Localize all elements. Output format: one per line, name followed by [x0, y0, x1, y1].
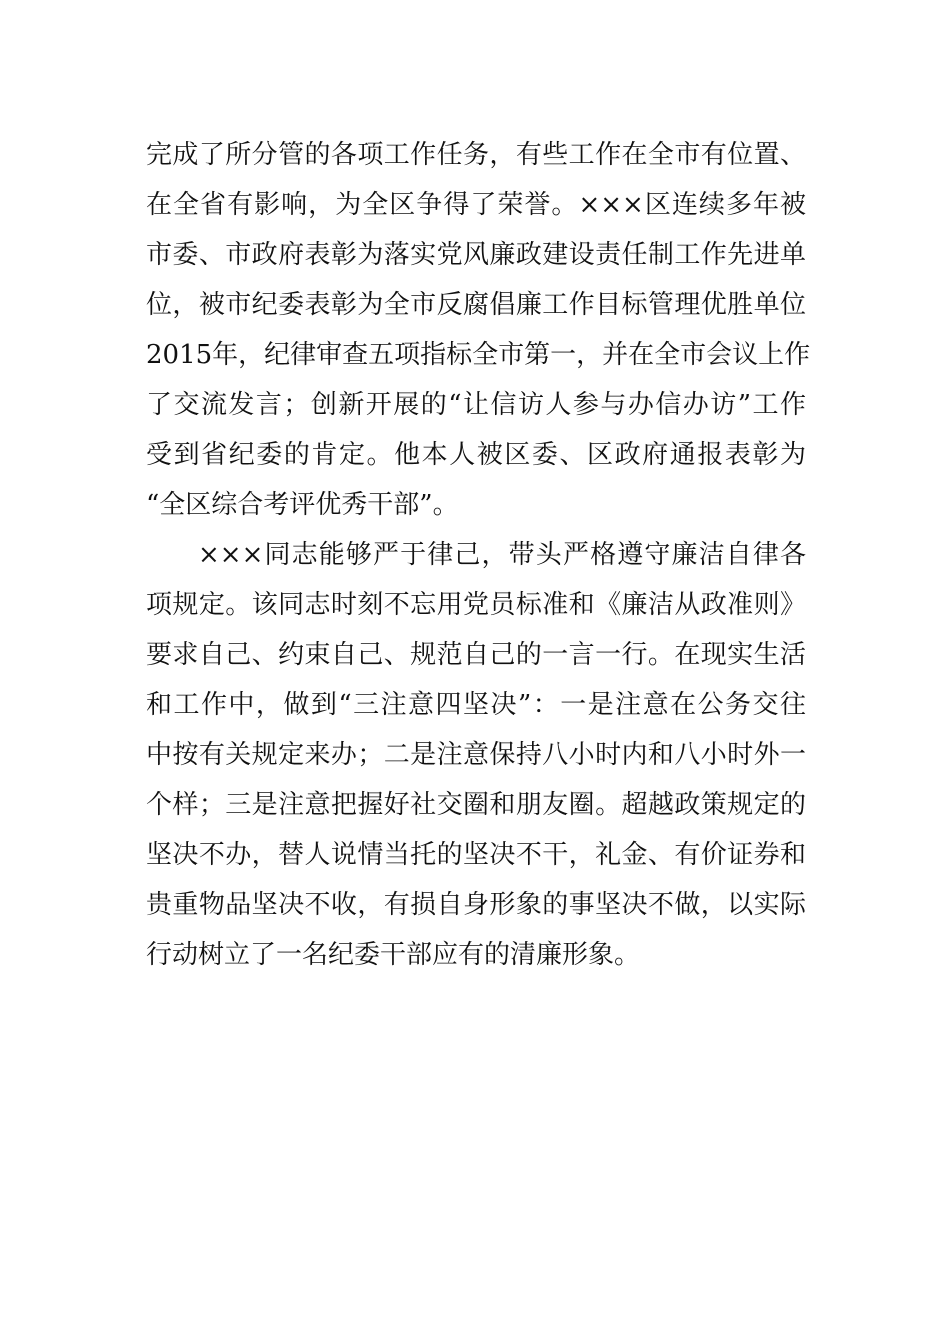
text-line: 要求自己、约束自己、规范自己的一言一行。在现实生活 — [146, 640, 806, 670]
text-line: 个样；三是注意把握好社交圈和朋友圈。超越政策规定的 — [146, 790, 806, 820]
text-line: “全区综合考评优秀干部”。 — [146, 490, 459, 520]
text-line: 行动树立了一名纪委干部应有的清廉形象。 — [146, 940, 641, 970]
text-line: 受到省纪委的肯定。他本人被区委、区政府通报表彰为 — [146, 440, 806, 470]
text-line: 项规定。该同志时刻不忘用党员标准和《廉洁从政准则》 — [146, 590, 806, 620]
text-line: 中按有关规定来办；二是注意保持八小时内和八小时外一 — [146, 740, 806, 770]
text-line: 贵重物品坚决不收，有损自身形象的事坚决不做，以实际 — [146, 890, 806, 920]
text-line: 2015年，纪律审查五项指标全市第一，并在全市会议上作 — [146, 340, 811, 370]
text-line: 市委、市政府表彰为落实党风廉政建设责任制工作先进单 — [146, 240, 806, 270]
text-line: 和工作中，做到“三注意四坚决”：一是注意在公务交往 — [146, 690, 806, 720]
text-line: 位，被市纪委表彰为全市反腐倡廉工作目标管理优胜单位 — [146, 290, 806, 320]
text-line: 坚决不办，替人说情当托的坚决不干，礼金、有价证券和 — [146, 840, 806, 870]
text-line: 了交流发言；创新开展的“让信访人参与办信办访”工作 — [146, 390, 806, 420]
paragraph-2 — [146, 530, 806, 980]
text-line: 在全省有影响，为全区争得了荣誉。×××区连续多年被 — [146, 190, 806, 220]
paragraph-1 — [146, 130, 811, 530]
text-line: ×××同志能够严于律己，带头严格遵守廉洁自律各 — [198, 540, 806, 570]
text-line: 完成了所分管的各项工作任务，有些工作在全市有位置、 — [146, 140, 806, 170]
document-body — [146, 130, 811, 980]
